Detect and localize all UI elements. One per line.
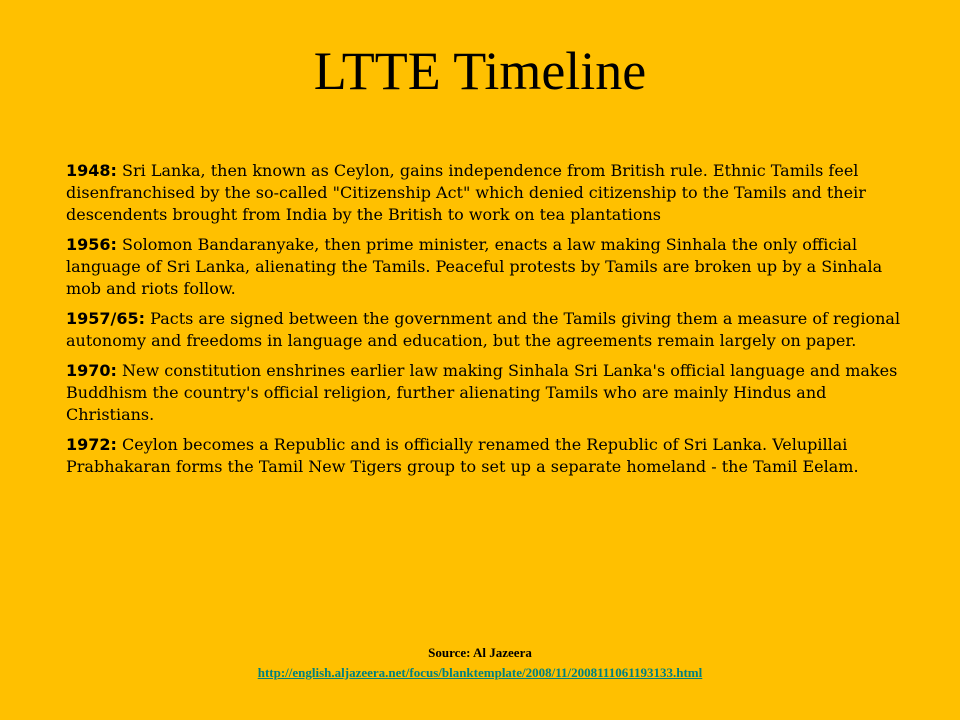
entry-year: 1970: [66,361,117,380]
entry-year: 1972: [66,435,117,454]
source-citation [0,644,960,684]
timeline-entry-1972 [66,434,911,478]
source-label: Source: Al Jazeera [428,645,532,660]
entry-text: Pacts are signed between the government and the Tamils giving them a measure of regional autonomy and freedoms in language and education, but the agreements remain largely on paper. [66,309,901,350]
timeline-entry-1948 [66,160,911,226]
entry-text: New constitution enshrines earlier law making Sinhala Sri Lanka's official language and makes Buddhism the country's official religion, further alienating Tamils who are mainly Hindus and Christians. [66,361,898,424]
timeline-entry-1957-65 [66,308,911,352]
timeline-list [66,160,911,486]
entry-year: 1948: [66,161,117,180]
entry-year: 1956: [66,235,117,254]
entry-text: Sri Lanka, then known as Ceylon, gains independence from British rule. Ethnic Tamils feel disenfranchised by the so-called "Citizenship Act" which denied citizenship to the Tamils and their descendents brought from India by the British to work on tea plantations [66,161,866,224]
slide-title: LTTE Timeline [313,41,647,101]
source-link[interactable]: http://english.aljazeera.net/focus/blanktemplate/2008/11/2008111061193133.html [257,665,703,680]
entry-text: Solomon Bandaranyake, then prime minister, enacts a law making Sinhala the only official language of Sri Lanka, alienating the Tamils. Peaceful protests by Tamils are broken up by a Sinhala mob and riots follow. [66,235,883,298]
timeline-entry-1970 [66,360,911,426]
timeline-entry-1956 [66,234,911,300]
entry-text: Ceylon becomes a Republic and is officially renamed the Republic of Sri Lanka. Velupillai Prabhakaran forms the Tamil New Tigers group to set up a separate homeland - the Tamil Eelam. [66,435,859,476]
entry-year: 1957/65: [66,309,146,328]
